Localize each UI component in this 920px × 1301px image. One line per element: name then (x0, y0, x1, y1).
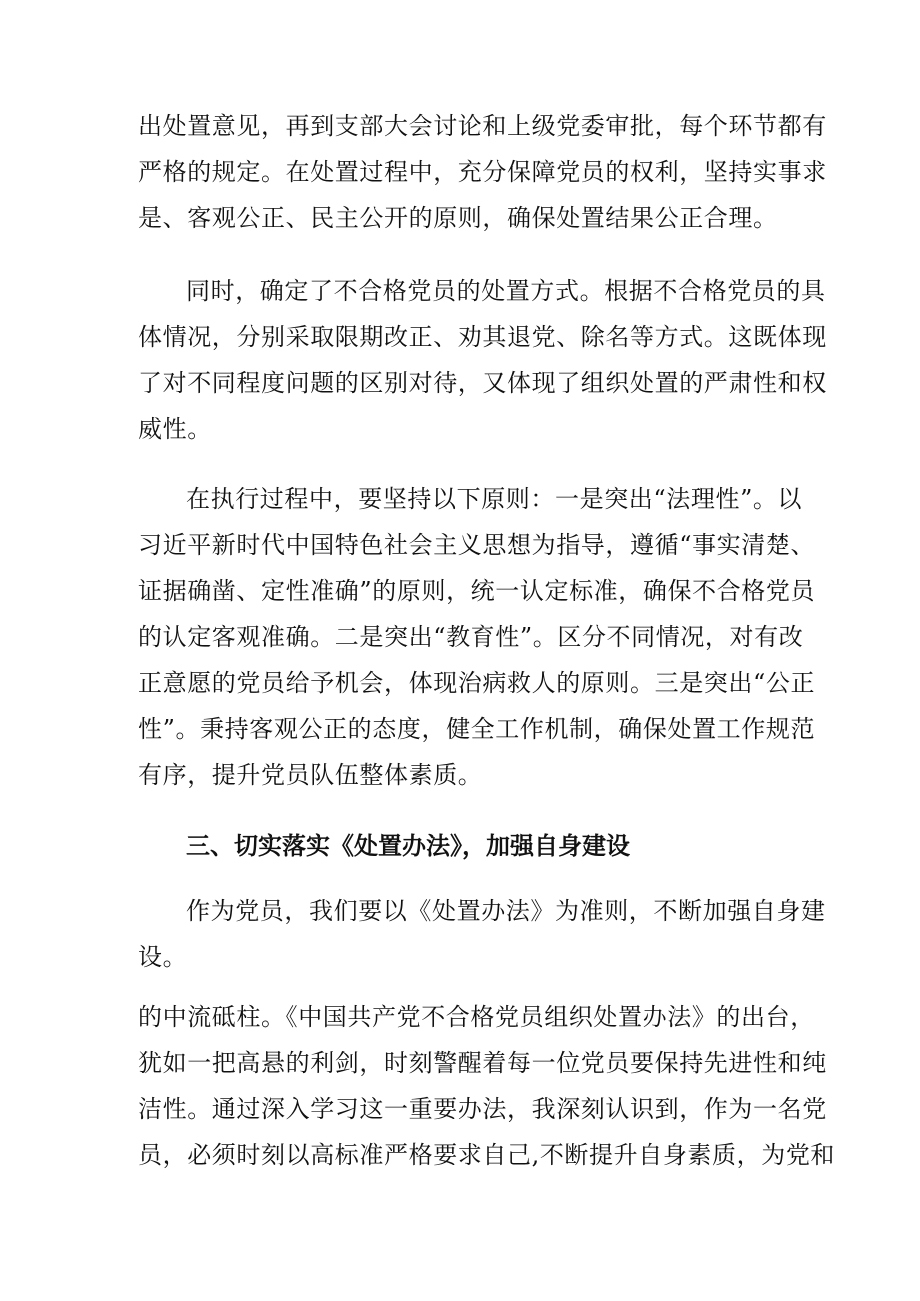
text-line: 是、客观公正、民主公开的原则，确保处置结果公正合理。 (138, 204, 778, 232)
text-line: 有序，提升党员队伍整体素质。 (138, 761, 483, 789)
text-line: 出处置意见，再到支部大会讨论和上级党委审批，每个环节都有 (138, 112, 827, 140)
text-line: 犹如一把高悬的利剑，时刻警醒着每一位党员要保持先进性和纯 (138, 1049, 827, 1077)
text-line: 证据确凿、定性准确”的原则，统一认定标准，确保不合格党员 (138, 577, 816, 605)
text-line: 设。 (138, 943, 188, 971)
text-line: 员，必须时刻以高标准严格要求自己,不断提升自身素质，为党和 (138, 1141, 836, 1169)
paragraph-4 (138, 888, 826, 980)
text-line: 性”。秉持客观公正的态度，健全工作机制，确保处置工作规范 (138, 715, 816, 743)
text-line: 习近平新时代中国特色社会主义思想为指导，遵循“事实清楚、 (138, 531, 816, 559)
text-line: 作为党员，我们要以《处置办法》为准则，不断加强自身建 (186, 897, 826, 925)
text-line: 威性。 (138, 415, 212, 443)
text-line: 同时，确定了不合格党员的处置方式。根据不合格党员的具 (186, 277, 826, 305)
section-heading: 三、切实落实《处置办法》，加强自身建设 (186, 832, 630, 860)
paragraph-1 (138, 103, 827, 241)
paragraph-5 (138, 994, 836, 1178)
paragraph-3 (138, 476, 816, 798)
text-line: 了对不同程度问题的区别对待，又体现了组织处置的严肃性和权 (138, 369, 827, 397)
text-line: 严格的规定。在处置过程中，充分保障党员的权利，坚持实事求 (138, 158, 827, 186)
text-line: 洁性。通过深入学习这一重要办法，我深刻认识到，作为一名党 (138, 1095, 827, 1123)
text-line: 的中流砥柱。《中国共产党不合格党员组织处置办法》的出台， (138, 1003, 815, 1031)
text-line: 正意愿的党员给予机会，体现治病救人的原则。三是突出“公正 (138, 669, 816, 697)
text-line: 在执行过程中，要坚持以下原则：一是突出“法理性”。以 (186, 485, 803, 513)
text-line: 的认定客观准确。二是突出“教育性”。区分不同情况，对有改 (138, 623, 804, 651)
text-line: 体情况，分别采取限期改正、劝其退党、除名等方式。这既体现 (138, 323, 827, 351)
paragraph-2 (138, 268, 827, 452)
